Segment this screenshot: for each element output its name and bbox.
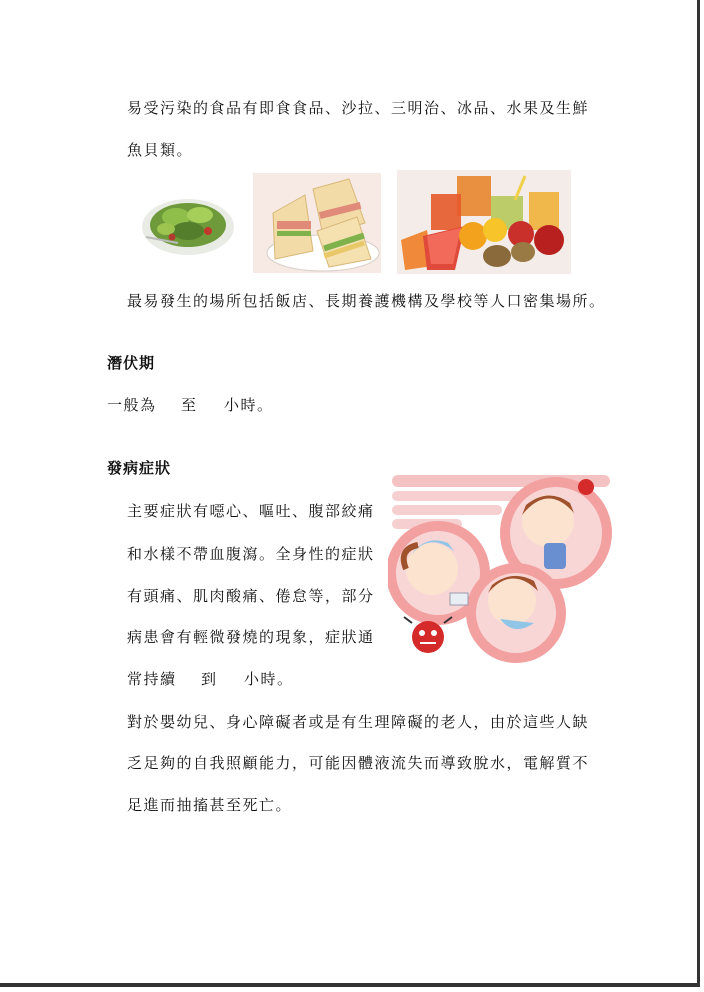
symptoms-line-5b: 到: [201, 670, 218, 688]
risk-line-1: 對於嬰幼兒、身心障礙者或是有生理障礙的老人，由於這些人缺: [127, 713, 590, 731]
intro-line-2: 魚貝類。: [127, 141, 194, 159]
symptoms-line-5c: 小時。: [244, 670, 294, 688]
risk-line-3: 足進而抽搐甚至死亡。: [127, 796, 293, 814]
symptoms-line-2: 和水樣不帶血腹瀉。全身性的症狀: [127, 545, 375, 563]
symptoms-line-3: 有頭痛、肌肉酸痛、倦怠等，部分: [127, 587, 375, 605]
risk-line-2: 乏足夠的自我照顧能力，可能因體液流失而導致脫水，電解質不: [127, 754, 590, 772]
fruit-juice-image: [397, 170, 571, 274]
incubation-part-3: 小時。: [224, 396, 274, 414]
symptoms-line-5a: 常持續: [127, 670, 177, 688]
incubation-part-2: 至: [181, 396, 198, 414]
sandwich-image: [253, 173, 381, 273]
symptoms-heading: 發病症狀: [107, 459, 172, 477]
incubation-heading: 潛伏期: [107, 354, 156, 372]
salad-image: [138, 181, 236, 261]
illness-cartoon-illustration: [388, 473, 614, 667]
symptoms-line-4: 病患會有輕微發燒的現象，症狀通: [127, 628, 375, 646]
incubation-part-1: 一般為: [107, 396, 157, 414]
symptoms-line-1: 主要症狀有噁心、嘔吐、腹部絞痛: [127, 502, 375, 520]
intro-line-1: 易受污染的食品有即食食品、沙拉、三明治、冰品、水果及生鮮: [127, 99, 590, 117]
places-text: 最易發生的場所包括飯店、長期養護機構及學校等人口密集場所。: [127, 292, 606, 310]
